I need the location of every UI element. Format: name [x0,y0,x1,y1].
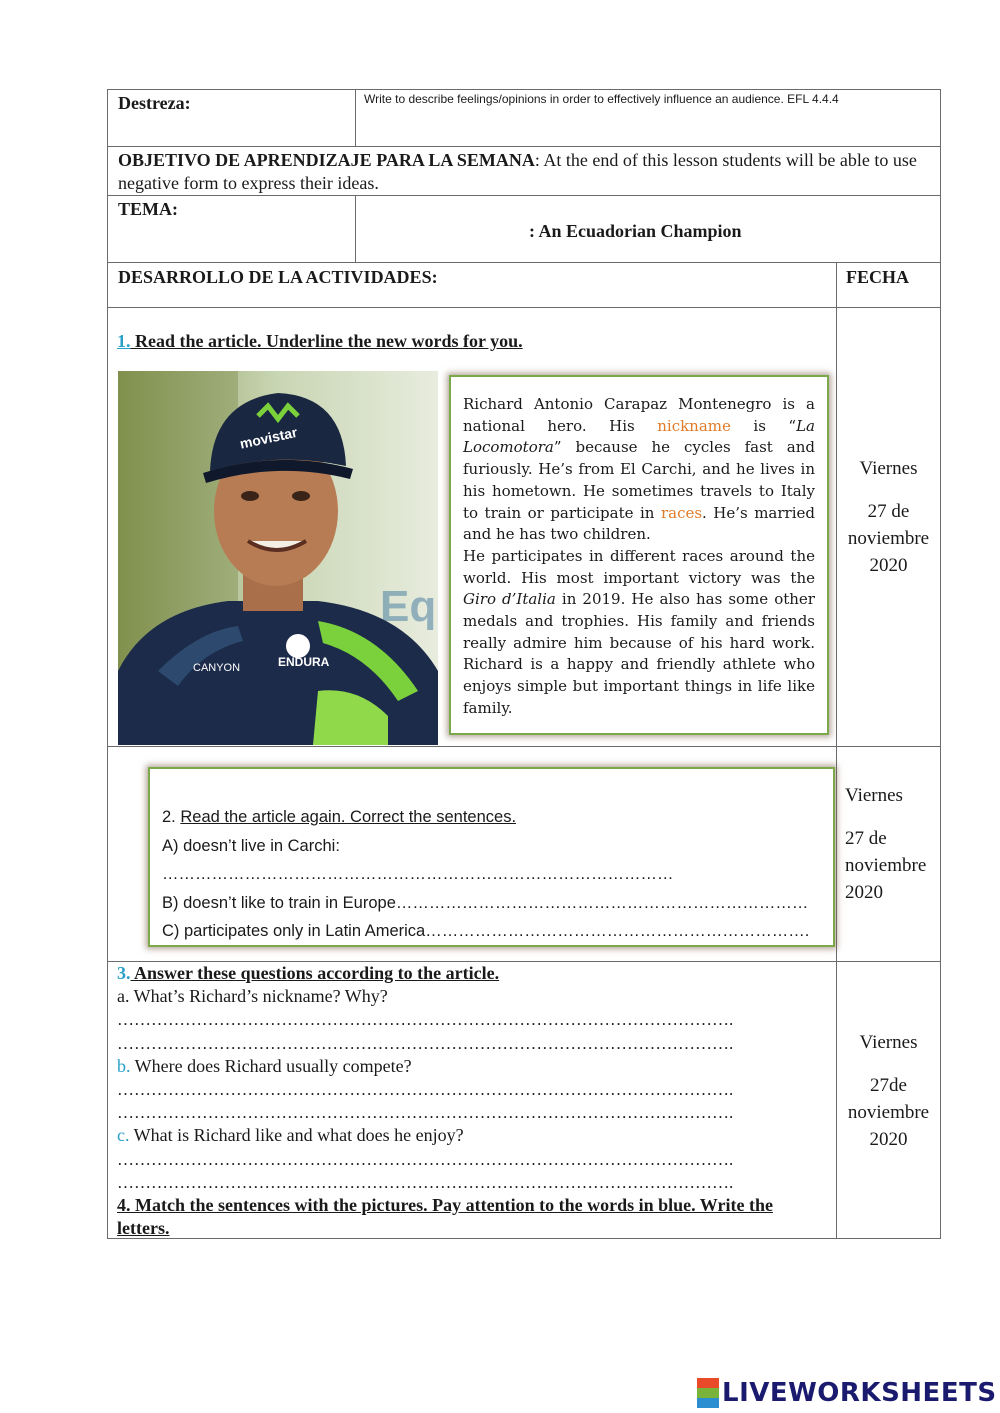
answer-line: ………………………………………………………………………………………………. [117,1033,734,1053]
article-text-p1b: is “ [730,416,797,435]
objetivo-colon: : [534,150,540,170]
question-c-letter: c. [117,1125,130,1146]
fecha-label: FECHA [846,267,909,287]
answer-line: ………………………………………………………………………………………………. [117,1149,734,1169]
date-line3: noviembre [847,1102,930,1123]
objetivo-text: At the end of this lesson students will be able to use negative form to express their ideas. [118,150,917,193]
destreza-text: Write to describe feelings/opinions in order to effectively influence an audience. EFL 4.4.4 [364,92,839,106]
fecha-cell [836,262,941,308]
word-la-locomotora: La Locomotora [463,416,815,457]
date-line4: 2020 [869,555,908,576]
date-day: Viernes [859,1032,918,1053]
answer-line: ………………………………………………………………………………………………. [117,1010,734,1030]
answer-line: ………………………………………………………………………………………………. [117,1080,734,1100]
liveworksheets-text: LIVEWORKSHEETS [722,1378,997,1408]
svg-text:Eq: Eq [380,582,437,631]
svg-text:movistar: movistar [238,423,299,452]
activity2-line-a: A) doesn’t live in Carchi: ………………………………………………………………………………… [162,836,674,883]
word-races: races [660,503,703,522]
article-paragraph-2 [463,546,815,720]
liveworksheets-logo-icon [697,1378,719,1408]
objetivo-cell [107,146,941,196]
activity1-heading [117,331,523,352]
question-b-letter: b. [117,1055,131,1076]
desarrollo-cell [107,262,837,308]
destreza-label: Destreza: [118,93,191,113]
word-giro: Giro d’Italia [463,590,556,609]
article-text-p2a: He participates in different races around the world. His most important victory was the [463,546,815,587]
answer-line: ………………………………………………………………………………………………. [117,1172,734,1192]
article-text-p1a: Richard Antonio Carapaz Montenegro is a national hero. His [463,395,815,435]
question-c [117,1124,829,1147]
activity3-date [836,1029,941,1153]
date-line3: noviembre [847,528,930,549]
activity3-content [117,962,829,1240]
desarrollo-label: DESARROLLO DE LA ACTIVIDADES: [118,267,438,287]
activity4-heading [117,1194,829,1240]
activity2-card [148,767,835,947]
question-c-text: What is Richard like and what does he enjoy? [129,1125,464,1146]
cyclist-photo [118,371,438,745]
article-text-p1c: ” because he cycles fast and furiously. He’s from El Carchi, and he lives in his hometown. He sometimes travels to Italy to train or participate in [463,438,815,522]
activity3-title: Answer these questions according to the article. [130,963,500,983]
date-line3: noviembre [845,855,927,876]
tema-label-cell [107,195,356,263]
activity2-date [845,782,935,906]
question-b [117,1055,829,1078]
activity3-number: 3. [117,963,131,983]
article-text-p1d: . He’s married and he has two children. [463,503,815,544]
objetivo-label: OBJETIVO DE APRENDIZAJE PARA LA SEMANA [118,150,535,170]
activity2-heading [162,803,833,832]
article-text [463,394,815,720]
date-line2: 27 de [867,501,910,522]
date-line4: 2020 [845,882,883,903]
activity1-date [836,455,941,579]
tema-text-cell [355,195,941,263]
answer-line: ………………………………………………………………………………………………. [117,1103,734,1123]
destreza-text-cell [355,89,941,147]
date-day: Viernes [859,458,918,479]
date-line2: 27 de [845,828,887,849]
article-text-p2b: in 2019. He also has some other medals and trophies. His family and friends really admire him because of his hard work. Richard is a happy and friendly athlete who enjoys simple but important things in life like family. [463,590,815,717]
activity2-line-b: B) doesn’t like to train in Europe………………………………………………………………… [162,893,809,912]
liveworksheets-brand[interactable] [697,1377,997,1409]
activity2-title: Read the article again. Correct the sentences. [180,808,517,826]
article-paragraph-1 [463,394,815,546]
activity1-title: Read the article. Underline the new words for you. [130,331,523,351]
destreza-label-cell [107,89,356,147]
activity3-heading [117,962,829,985]
question-a: a. What’s Richard’s nickname? Why? [117,986,388,1007]
word-nickname: nickname [657,416,731,435]
activity2-line-c: C) participates only in Latin America……………………………………………………………. [162,922,810,940]
activity2-content [162,803,833,946]
tema-label: TEMA: [118,199,178,219]
svg-text:ENDURA: ENDURA [278,655,330,669]
question-b-text: Where does Richard usually compete? [130,1055,412,1076]
date-line2: 27de [870,1075,907,1096]
date-day: Viernes [845,785,903,806]
activity4-title: 4. Match the sentences with the pictures. Pay attention to the words in blue. Write the letters [117,1195,773,1239]
activity2-number: 2. [162,808,181,826]
activity4-period: . [164,1218,170,1239]
article-card [449,375,829,735]
svg-text:CANYON: CANYON [193,662,241,674]
activity1-number: 1. [117,331,131,351]
tema-text: : An Ecuadorian Champion [529,221,742,241]
date-line4: 2020 [869,1129,908,1150]
